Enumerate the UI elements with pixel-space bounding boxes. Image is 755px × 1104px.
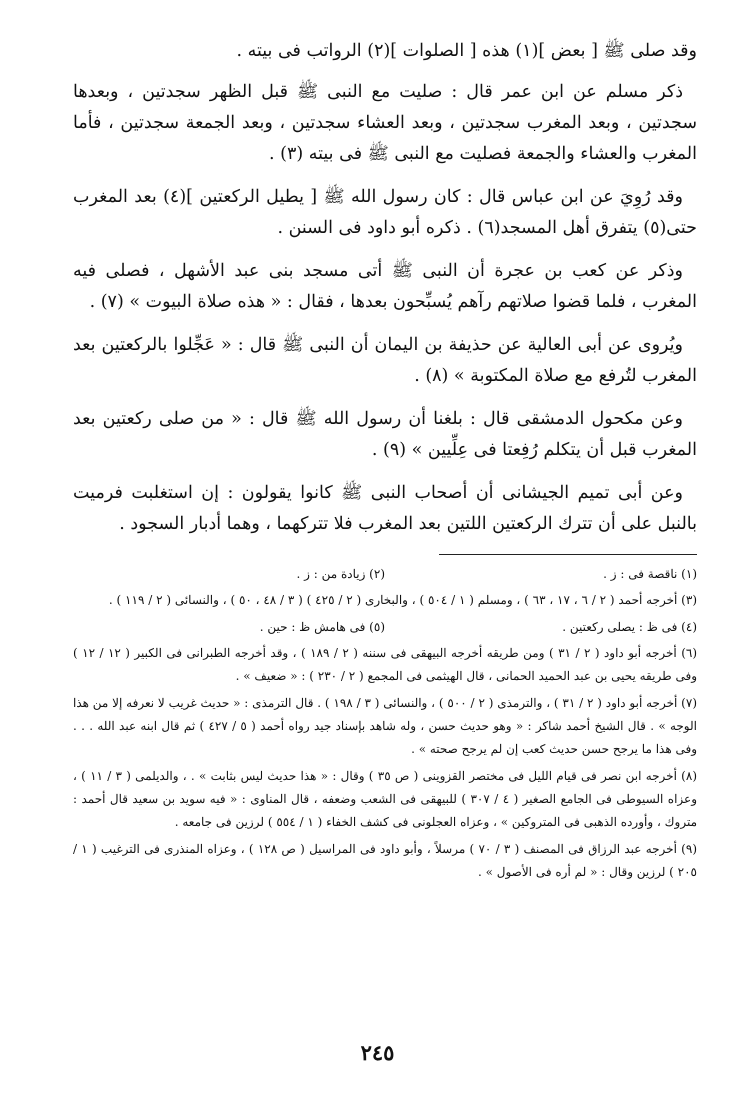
footnote-7: (٧) أخرجه أبو داود ( ٢ / ٣١ ) ، والترمذى ( ٢ / ٥٠٠ ) ، والنسائى ( ٣ / ١٩٨ ) . قال الترمذى : « حديث غريب لا نعرفه إلا من هذا الوجه » . قال الشيخ أحمد شاكر : « وهو حديث حسن ، وله شاهد بإسناد جيد رواه أحمد ( ٥ / ٤٢٧ ) ثم قال ابنه عبد الله . . . وفى هذا ما يرجح حسن حديث كعب إن لم يرجح صحته » . [73, 696, 698, 756]
paragraph-6: وعن مكحول الدمشقى قال : بلغنا أن رسول الله ﷺ قال : « من صلى ركعتين بعد المغرب قبل أن يتكلم رُفِعتا فى عِلِّيين » (٩) . [73, 409, 697, 460]
paragraph-3: وقد رُوِيَ عن ابن عباس قال : كان رسول الله ﷺ [ يطيل الركعتين ](٤) بعد المغرب حتى(٥) يتفرق أهل المسجد(٦) . ذكره أبو داود فى السنن . [73, 187, 697, 238]
page-number: ٢٤٥ [360, 1040, 395, 1065]
paragraph-7: وعن أبى تميم الجيشانى أن أصحاب النبى ﷺ كانوا يقولون : إن استغلبت فرميت بالنبل على أن تترك الركعتين اللتين بعد المغرب فلا تتركهما ، وهما أدبار السجود . [73, 483, 697, 534]
paragraph-2: ذكر مسلم عن ابن عمر قال : صليت مع النبى ﷺ قبل الظهر سجدتين ، وبعدها سجدتين ، وبعد المغرب سجدتين ، وبعد العشاء سجدتين ، وبعد الجمعة سجدتين ، فأما المغرب والعشاء والجمعة فصليت مع النبى ﷺ فى بيته (٣) . [73, 82, 697, 164]
footnote-6: (٦) أخرجه أبو داود ( ٢ / ٣١ ) ومن طريقه أخرجه البيهقى فى سننه ( ٢ / ١٨٩ ) ، وقد أخرجه الطبرانى فى الكبير ( ١٢ / ١٢ ) وفى طريقه يحيى بن عبد الحميد الحمانى ، قال الهيثمى فى المجمع ( ٢ / ٢٣٠ ) : « ضعيف » . [73, 646, 698, 683]
footnote-row-4-5 [73, 616, 697, 638]
footnote-2: (٢) زيادة من : ز . [296, 567, 385, 581]
footnote-3: (٣) أخرجه أحمد ( ٢ / ٦ ، ١٧ ، ٦٣ ) ، ومسلم ( ١ / ٥٠٤ ) ، والبخارى ( ٢ / ٤٢٥ ) ( ٣ / ٤٨ ، ٥٠ ) ، والنسائى ( ٢ / ١١٩ ) . [108, 593, 697, 607]
footnote-separator [439, 554, 697, 555]
footnote-row-1-2 [73, 563, 697, 585]
paragraph-5: ويُروى عن أبى العالية عن حذيفة بن اليمان أن النبى ﷺ قال : « عَجِّلوا بالركعتين بعد المغرب لتُرفع مع صلاة المكتوبة » (٨) . [73, 335, 697, 386]
paragraph-1: وقد صلى ﷺ [ بعض ](١) هذه [ الصلوات ](٢) الرواتب فى بيته . [236, 41, 697, 61]
footnote-4: (٤) فى ظ : يصلى ركعتين . [562, 620, 697, 634]
footnote-1: (١) ناقصة فى : ز . [603, 567, 697, 581]
paragraph-4: وذكر عن كعب بن عجرة أن النبى ﷺ أتى مسجد بنى عبد الأشهل ، فصلى فيه المغرب ، فلما قضوا صلاتهم رآهم يُسبِّحون بعدها ، فقال : « هذه صلاة البيوت » (٧) . [73, 261, 697, 312]
footnote-5: (٥) فى هامش ظ : حين . [259, 620, 385, 634]
page-content [73, 36, 697, 888]
footnotes [73, 563, 697, 884]
footnote-9: (٩) أخرجه عبد الرزاق فى المصنف ( ٣ / ٧٠ ) مرسلاً ، وأبو داود فى المراسيل ( ص ١٢٨ ) ، وعزاه المنذرى فى الترغيب ( ١ / ٢٠٥ ) لرزين وقال : « لم أره فى الأصول » . [73, 842, 697, 879]
footnote-8: (٨) أخرجه ابن نصر فى قيام الليل فى مختصر القزوينى ( ص ٣٥ ) وقال : « هذا حديث ليس بثابت » . ، والديلمى ( ٣ / ١١ ) ، وعزاه السيوطى فى الجامع الصغير ( ٤ / ٣٠٧ ) للبيهقى فى الشعب وضعفه ، قال المناوى : « فيه سويد بن سعيد قال أحمد : متروك ، وأورده الذهبى فى المتروكين » ، وعزاه العجلونى فى كشف الخفاء ( ١ / ٥٥٤ ) لرزين فى جامعه . [73, 769, 698, 829]
